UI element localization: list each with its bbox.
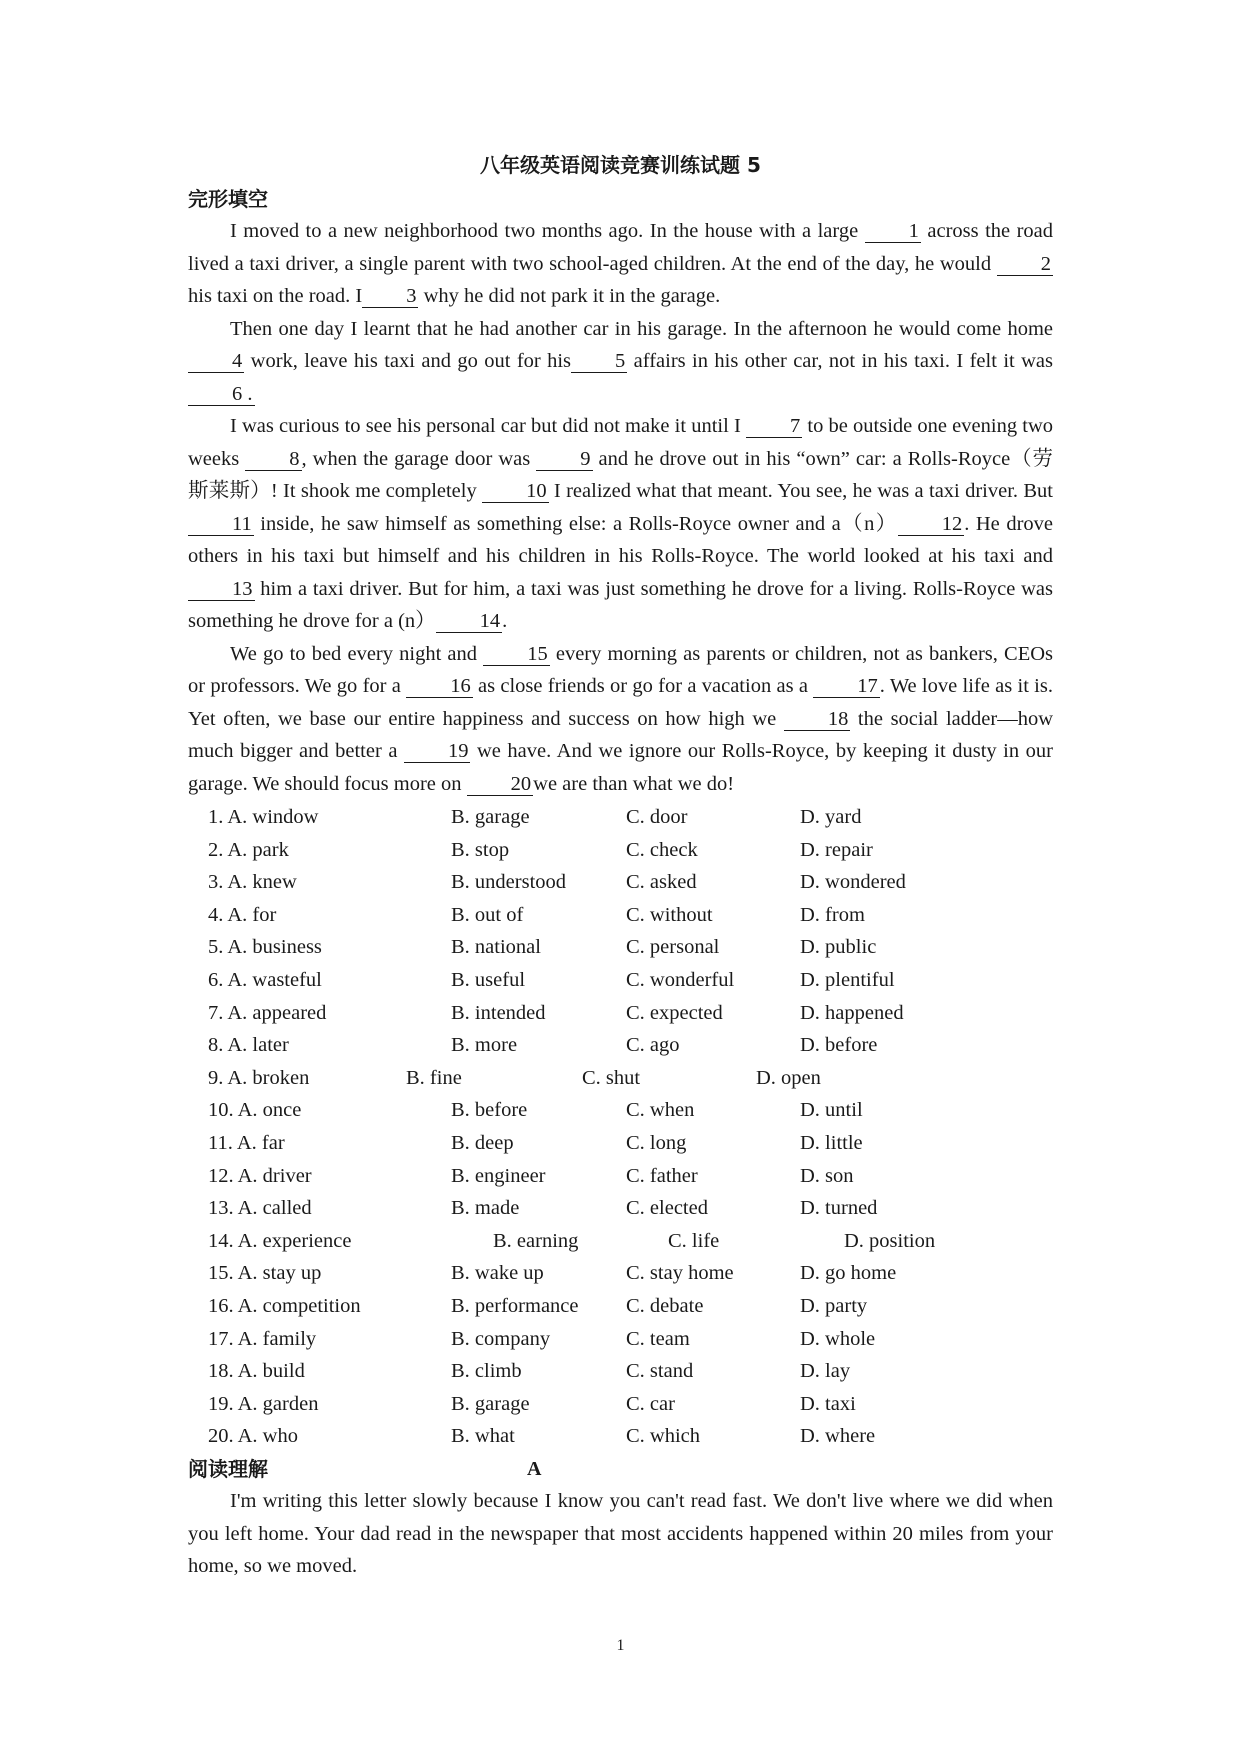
blank-7: 7 — [746, 415, 802, 438]
reading-passage-a — [188, 1485, 1053, 1583]
blank-3: 3 — [362, 285, 418, 308]
cloze-paragraph-1: I moved to a new neighborhood two months ago. In the house with a large 1 across the road lived a taxi driver, a single parent with two school-aged children. At the end of the day, he would 2 his taxi on the road. I 3 why he did not park it in the garage. — [188, 220, 1054, 307]
cloze-paragraph-4: We go to bed every night and 15 every morning as parents or children, not as bankers, CEOs or professors. We go for a 16 as close friends or go for a vacation as a 17. We love life as it is. Yet often, we base our entire happiness and success on how high we 18 the social ladder—how much bigger and better a 19 we have. And we ignore our Rolls-Royce, by keeping it dusty in our garage. We should focus more on 20we are than what we do! — [188, 642, 1053, 795]
option-row: 5. A. business B. national C. personal D. public — [208, 936, 877, 959]
option-row: 14. A. experience B. earning C. life D. position — [208, 1229, 936, 1252]
option-row: 1. A. window B. garage C. door D. yard — [208, 806, 862, 828]
option-row: 12. A. driver B. engineer C. father D. son — [208, 1164, 854, 1187]
answer-options — [208, 801, 1058, 1453]
option-row: 4. A. for B. out of C. without D. from — [208, 903, 865, 926]
option-row: 20. A. who B. what C. which D. where — [208, 1425, 876, 1448]
option-row: 7. A. appeared B. intended C. expected D. happened — [208, 1001, 904, 1024]
option-row: 13. A. called B. made C. elected D. turned — [208, 1197, 878, 1220]
blank-13: 13 — [188, 578, 255, 601]
blank-6: 6 . — [188, 383, 255, 406]
blank-17: 17 — [813, 675, 880, 698]
blank-8: 8 — [245, 448, 301, 471]
blank-2: 2 — [997, 253, 1053, 276]
option-row: 3. A. knew B. understood C. asked D. wondered — [208, 871, 906, 894]
section-heading-reading: 阅读理解 — [188, 1457, 268, 1481]
section-heading-cloze: 完形填空 — [188, 187, 268, 211]
blank-10: 10 — [482, 480, 549, 503]
option-row: 15. A. stay up B. wake up C. stay home D. go home — [208, 1262, 897, 1285]
passage-label-a: A — [527, 1458, 542, 1480]
option-row: 19. A. garden B. garage C. car D. taxi — [208, 1392, 856, 1415]
blank-5: 5 — [571, 350, 627, 373]
blank-19: 19 — [404, 740, 471, 763]
blank-4: 4 — [188, 350, 244, 373]
option-row: 11. A. far B. deep C. long D. little — [208, 1131, 863, 1154]
blank-20: 20 — [467, 773, 534, 796]
option-row: 2. A. park B. stop C. check D. repair — [208, 838, 873, 861]
blank-14: 14 — [436, 610, 503, 633]
option-row: 16. A. competition B. performance C. debate D. party — [208, 1294, 868, 1317]
reading-paragraph-1: I'm writing this letter slowly because I know you can't read fast. We don't live where we did when you left home. Your dad read in the newspaper that most accidents happened within 20 miles from your home, so we moved. — [188, 1490, 1053, 1577]
blank-1: 1 — [865, 220, 921, 243]
page-number: 1 — [616, 1637, 625, 1654]
blank-9: 9 — [536, 448, 592, 471]
cloze-paragraph-2: Then one day I learnt that he had another car in his garage. In the afternoon he would come home4 work, leave his taxi and go out for his 5 affairs in his other car, not in his taxi. I felt it was 6 . — [188, 313, 1053, 411]
blank-18: 18 — [784, 708, 851, 731]
cloze-passage — [188, 215, 1053, 800]
option-row: 6. A. wasteful B. useful C. wonderful D. plentiful — [208, 968, 895, 991]
option-row: 18. A. build B. climb C. stand D. lay — [208, 1360, 851, 1383]
blank-15: 15 — [483, 643, 550, 666]
blank-16: 16 — [406, 675, 473, 698]
blank-12: 12 — [898, 513, 965, 536]
option-row: 9. A. broken B. fine C. shut D. open — [208, 1066, 821, 1089]
option-row: 10. A. once B. before C. when D. until — [208, 1099, 863, 1122]
blank-11: 11 — [188, 513, 254, 536]
cloze-paragraph-3: I was curious to see his personal car but did not make it until I 7 to be outside one evening two weeks 8, when the garage door was 9 and he drove out in his “own” car: a Rolls-Royce（劳斯莱斯）! It shook me completely 10 I realized what that meant. You see, he was a taxi driver. But 11 inside, he saw himself as something else: a Rolls-Royce owner and a（n） 12. He drove others in his taxi but himself and his children in his Rolls-Royce. The world looked at his taxi and 13 him a taxi driver. But for him, a taxi was just something he drove for a living. Rolls-Royce was something he drove for a (n） 14. — [188, 415, 1054, 632]
option-row: 17. A. family B. company C. team D. whole — [208, 1327, 876, 1350]
page-title: 八年级英语阅读竞赛训练试题 5 — [480, 153, 761, 177]
option-row: 8. A. later B. more C. ago D. before — [208, 1034, 878, 1057]
